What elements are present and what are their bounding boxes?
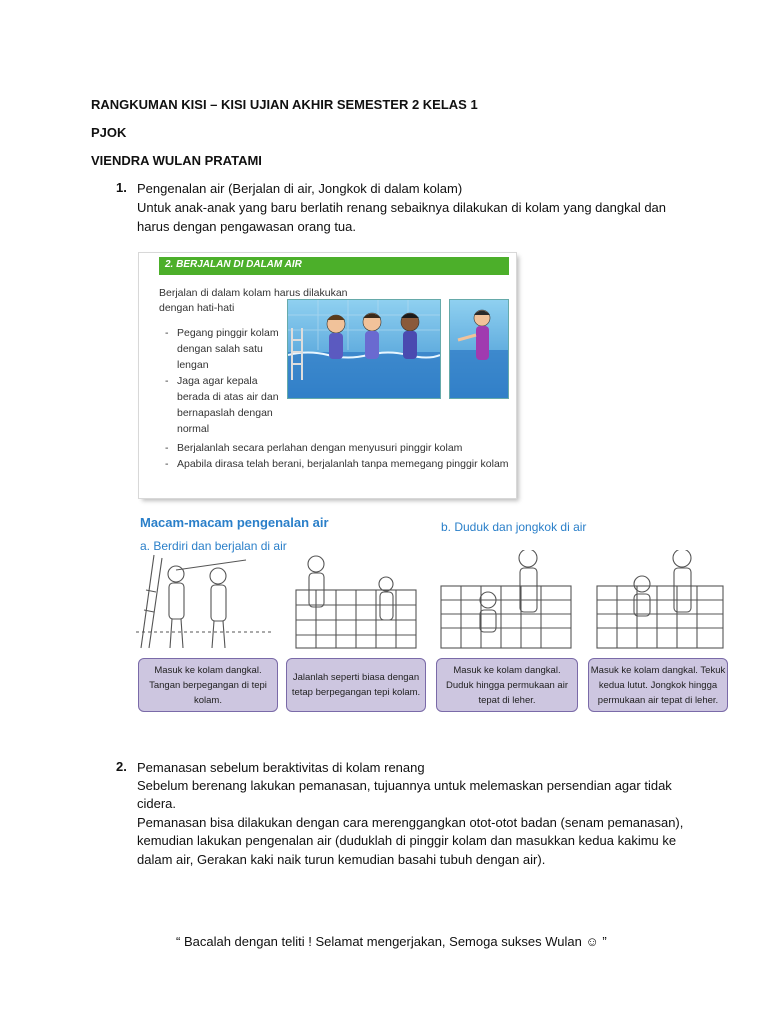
scene-walking-illustration <box>286 550 424 650</box>
figure-2-title: Macam-macam pengenalan air <box>140 515 329 530</box>
bullet-line: lengan <box>177 359 209 371</box>
bullet-line: Apabila dirasa telah berani, berjalanlah tanpa memegang pinggir kolam <box>177 458 509 470</box>
caption-line: Masuk ke kolam dangkal. <box>453 664 561 676</box>
caption-line: Duduk hingga permukaan air <box>446 679 568 691</box>
child-holding-edge-illustration <box>450 300 508 398</box>
bullet-line: bernapaslah dengan <box>177 407 273 419</box>
caption-line: Masuk ke kolam dangkal. Tekuk <box>590 664 726 676</box>
figure-title: 2. BERJALAN DI DALAM AIR <box>165 259 302 270</box>
subject-label: PJOK <box>91 125 127 140</box>
bullet-line: normal <box>177 423 210 435</box>
bullet-line: Jaga agar kepala <box>177 375 258 387</box>
caption-line: tetap berpegangan tepi kolam. <box>291 687 421 698</box>
section-2-text-line: cidera. <box>137 796 177 811</box>
caption-box <box>436 658 578 712</box>
caption-line: kolam. <box>194 694 222 706</box>
figure-2-subheading-b: b. Duduk dan jongkok di air <box>441 520 587 534</box>
scene-squatting-illustration <box>592 550 728 650</box>
caption-line: Masuk ke kolam dangkal. <box>154 664 262 676</box>
scene-sitting-illustration <box>436 550 576 650</box>
section-2-heading: Pemanasan sebelum beraktivitas di kolam renang <box>137 760 425 775</box>
bullet-dash: - <box>165 458 169 470</box>
caption-box <box>286 658 426 712</box>
bullet-line: Berjalanlah secara perlahan dengan menyusuri pinggir kolam <box>177 442 463 454</box>
section-2-text-line: Sebelum berenang lakukan pemanasan, tujuannya untuk melemaskan persendian agar tidak <box>137 778 672 793</box>
figure-walking-in-water <box>139 253 516 498</box>
bullet-line: dengan salah satu <box>177 343 263 355</box>
section-1-text-line: Untuk anak-anak yang baru berlatih renang sebaiknya dilakukan di kolam yang dangkal dan <box>137 200 667 215</box>
section-1-number: 1. <box>116 180 127 195</box>
caption-box <box>138 658 278 712</box>
author-name: VIENDRA WULAN PRATAMI <box>91 153 262 168</box>
caption-line: tepat di leher. <box>478 694 536 706</box>
caption-line: Tangan berpegangan di tepi <box>149 679 267 691</box>
bullet-dash: - <box>165 375 169 387</box>
bullet-line: Pegang pinggir kolam <box>177 327 279 339</box>
bullet-dash: - <box>165 327 169 339</box>
caption-line: permukaan air tepat di leher. <box>597 694 719 706</box>
bullet-line: berada di atas air dan <box>177 391 279 403</box>
figure-water-introduction <box>136 512 728 718</box>
section-2-number: 2. <box>116 759 127 774</box>
section-1-heading: Pengenalan air (Berjalan di air, Jongkok di dalam kolam) <box>137 181 463 196</box>
children-walking-illustration <box>288 300 440 398</box>
section-2-text-line: Pemanasan bisa dilakukan dengan cara merenggangkan otot-otot badan (senam pemanasan), <box>137 815 684 830</box>
figure-intro-line: dengan hati-hati <box>159 302 235 314</box>
figure-intro-line: Berjalan di dalam kolam harus dilakukan <box>159 287 348 299</box>
closing-message: “ Bacalah dengan teliti ! Selamat mengerjakan, Semoga sukses Wulan ☺ ” <box>176 934 607 949</box>
section-2-text-line: kemudian lakukan pengenalan air (duduklah di pinggir kolam dan masukkan kedua kakimu ke <box>137 833 677 848</box>
figure-title-bar <box>159 257 509 275</box>
caption-box <box>588 658 728 712</box>
section-2-text-line: dalam air, Gerakan kaki naik turun kemudian basahi tubuh dengan air). <box>137 852 546 867</box>
caption-line: kedua lutut. Jongkok hingga <box>598 679 718 691</box>
pool-illustration-single <box>449 299 509 399</box>
section-1-text-line: harus dengan pengawasan orang tua. <box>137 219 357 234</box>
scene-standing-illustration <box>136 550 272 650</box>
document-title: RANGKUMAN KISI – KISI UJIAN AKHIR SEMESTER 2 KELAS 1 <box>91 97 478 112</box>
caption-line: Jalanlah seperti biasa dengan <box>292 672 420 683</box>
bullet-dash: - <box>165 442 169 454</box>
figure-2-subheading-a: a. Berdiri dan berjalan di air <box>140 539 287 553</box>
pool-illustration <box>287 299 441 399</box>
